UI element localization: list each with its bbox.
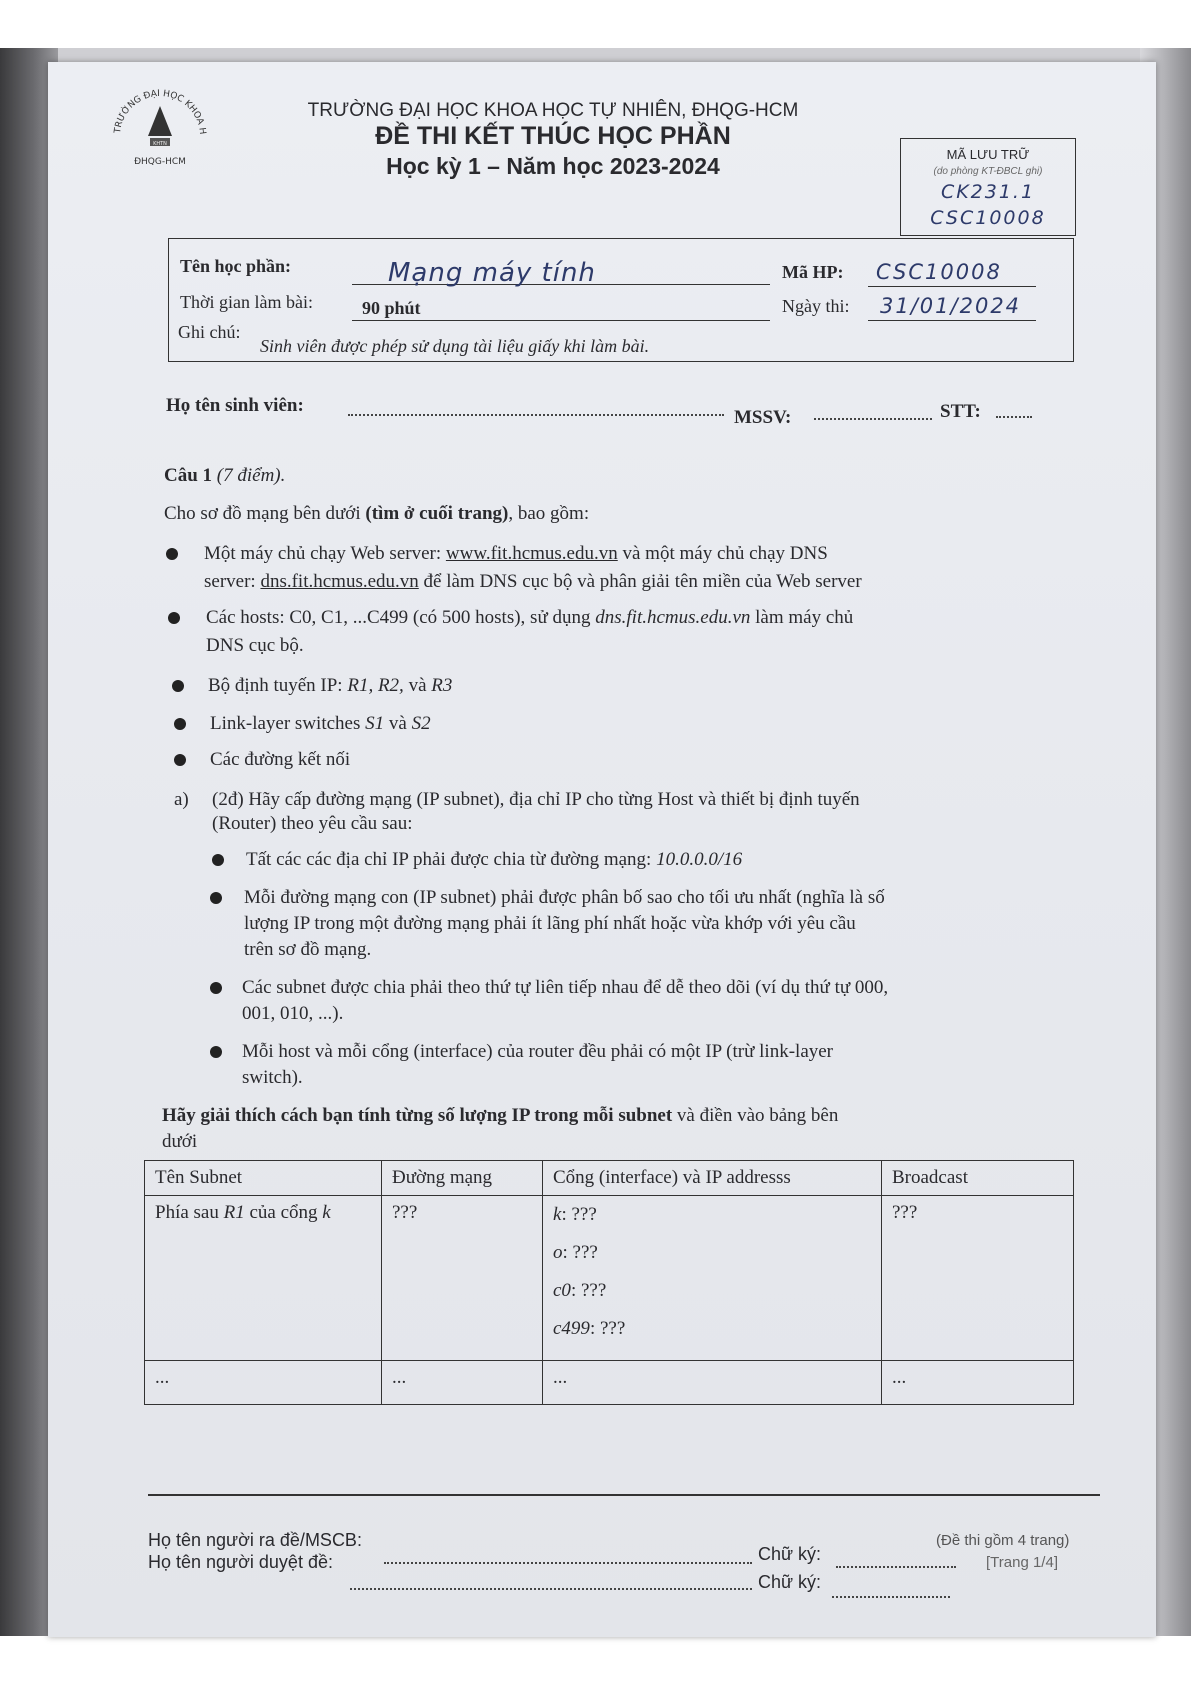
question-title <box>164 464 285 488</box>
archive-code-1: CK231.1 <box>940 181 1036 203</box>
student-name-dots <box>348 414 724 416</box>
cell-subnet-name: Phía sau R1 của cổng k <box>145 1196 382 1361</box>
item-routers: Bộ định tuyến IP: R1, R2, và R3 <box>208 675 453 696</box>
cell-interfaces <box>543 1196 882 1361</box>
interface-entry: c499: ??? <box>553 1318 626 1339</box>
course-code-label: Mã HP: <box>782 262 844 282</box>
bullet-icon <box>210 982 222 994</box>
cell-ellipsis: ... <box>382 1361 543 1405</box>
approver-label: Họ tên người duyệt đề: <box>148 1552 333 1572</box>
cell-broadcast: ??? <box>882 1196 1074 1361</box>
subnet-table <box>144 1160 1074 1405</box>
archive-title: MÃ LƯU TRỮ <box>946 147 1030 162</box>
author-sign-label: Chữ ký: <box>758 1544 822 1564</box>
author-dots <box>384 1562 752 1564</box>
approver-sign-label: Chữ ký: <box>758 1572 822 1592</box>
item-links: Các đường kết nối <box>210 749 351 770</box>
cell-ellipsis: ... <box>543 1361 882 1405</box>
course-code-underline <box>868 286 1036 287</box>
item-switches: Link-layer switches S1 và S2 <box>210 713 431 734</box>
logo-bottom-text: ĐHQG-HCM <box>134 157 186 167</box>
note-label: Ghi chú: <box>178 322 241 342</box>
svg-text:KHTN: KHTN <box>153 141 167 147</box>
cell-ellipsis: ... <box>882 1361 1074 1405</box>
question-points: (7 điểm). <box>216 465 286 486</box>
course-value: Mạng máy tính <box>388 258 596 288</box>
bullet-icon <box>212 854 224 866</box>
explain-instruction-line2: dưới <box>162 1131 198 1152</box>
bullet-icon <box>166 548 178 560</box>
archive-code-box <box>900 138 1076 236</box>
part-a-line1: (2đ) Hãy cấp đường mạng (IP subnet), địa chỉ IP cho từng Host và thiết bị định tuyến <box>212 789 860 810</box>
exam-date-value: 31/01/2024 <box>880 294 1022 318</box>
table-header-row <box>145 1161 1074 1196</box>
approver-dots <box>350 1588 752 1590</box>
university-name: TRƯỜNG ĐẠI HỌC KHOA HỌC TỰ NHIÊN, ĐHQG-HCM <box>307 100 799 121</box>
web-server-url: www.fit.hcmus.edu.vn <box>445 543 618 564</box>
question-intro <box>164 502 589 526</box>
item-hosts-line1: Các hosts: C0, C1, ...C499 (có 500 hosts), sử dụng dns.fit.hcmus.edu.vn làm máy chủ <box>206 607 854 628</box>
bullet-icon <box>174 754 186 766</box>
cell-ellipsis: ... <box>145 1361 382 1405</box>
page-number: [Trang 1/4] <box>986 1554 1058 1571</box>
page-count-note: (Đề thi gồm 4 trang) <box>936 1532 1070 1549</box>
student-id-dots <box>814 418 932 420</box>
university-logo <box>100 78 220 188</box>
archive-code-2: CSC10008 <box>930 207 1046 229</box>
bottom-margin <box>0 1636 1191 1684</box>
student-id-label: MSSV: <box>734 407 792 428</box>
logo-ring-text: TRƯỜNG ĐẠI HỌC KHOA H <box>113 88 208 135</box>
item-web-server-line2: server: dns.fit.hcmus.edu.vn để làm DNS cục bộ và phân giải tên miền của Web server <box>204 571 862 592</box>
req-order-line1: Các subnet được chia phải theo thứ tự liên tiếp nhau để dễ theo dõi (ví dụ thứ tự 000, <box>242 977 889 998</box>
interface-entry: c0: ??? <box>553 1280 607 1301</box>
table-row <box>145 1196 1074 1361</box>
interface-entry: o: ??? <box>553 1242 598 1263</box>
intro-rest: , bao gồm: <box>508 503 590 524</box>
req-optimal-line1: Mỗi đường mạng con (IP subnet) phải được phân bố sao cho tối ưu nhất (nghĩa là số <box>244 887 885 908</box>
bullet-icon <box>174 718 186 730</box>
header-network: Đường mạng <box>382 1161 543 1196</box>
header-subnet-name: Tên Subnet <box>145 1161 382 1196</box>
exam-date-underline <box>868 320 1036 321</box>
stt-label: STT: <box>940 401 981 422</box>
footer-divider <box>148 1494 1100 1496</box>
university-seal-icon <box>100 78 220 188</box>
course-label: Tên học phần: <box>180 256 292 276</box>
exam-title: ĐỀ THI KẾT THÚC HỌC PHẦN <box>375 122 731 150</box>
interface-entry: k: ??? <box>553 1204 597 1225</box>
intro-bold: (tìm ở cuối trang) <box>365 503 509 524</box>
dns-server-url: dns.fit.hcmus.edu.vn <box>260 571 419 592</box>
archive-note: (do phòng KT-ĐBCL ghi) <box>933 166 1043 177</box>
intro-text: Cho sơ đồ mạng bên dưới <box>164 503 361 524</box>
header-interfaces: Cổng (interface) và IP addresss <box>543 1161 882 1196</box>
part-a-marker: a) <box>174 789 189 810</box>
req-optimal-line2: lượng IP trong một đường mạng phải ít lãng phí nhất hoặc vừa khớp với yêu cầu <box>244 913 856 934</box>
req-interface-line1: Mỗi host và mỗi cổng (interface) của router đều phải có một IP (trừ link-layer <box>242 1041 834 1062</box>
bullet-icon <box>210 892 222 904</box>
time-underline <box>352 320 770 321</box>
student-name-label: Họ tên sinh viên: <box>166 395 304 416</box>
bullet-icon <box>168 612 180 624</box>
question-number: Câu 1 <box>164 465 213 486</box>
exam-date-label: Ngày thi: <box>782 296 850 316</box>
explain-instruction: Hãy giải thích cách bạn tính từng số lượng IP trong mỗi subnet và điền vào bảng bên <box>162 1105 839 1126</box>
top-margin <box>0 0 1191 48</box>
author-sign-dots <box>836 1566 956 1568</box>
req-order-line2: 001, 010, ...). <box>242 1003 344 1024</box>
req-interface-line2: switch). <box>242 1067 303 1088</box>
approver-sign-dots <box>832 1596 950 1598</box>
cell-network: ??? <box>382 1196 543 1361</box>
req-optimal-line3: trên sơ đồ mạng. <box>244 939 372 960</box>
bullet-icon <box>172 680 184 692</box>
header-broadcast: Broadcast <box>882 1161 1074 1196</box>
req-ip-range: Tất các các địa chỉ IP phải được chia từ đường mạng: 10.0.0.0/16 <box>246 849 743 870</box>
table-row <box>145 1361 1074 1405</box>
note-value: Sinh viên được phép sử dụng tài liệu giấy khi làm bài. <box>260 336 650 356</box>
part-a-line2: (Router) theo yêu cầu sau: <box>212 813 413 834</box>
bullet-icon <box>210 1046 222 1058</box>
author-label: Họ tên người ra đề/MSCB: <box>148 1530 362 1550</box>
item-web-server-line1: Một máy chủ chạy Web server: www.fit.hcmus.edu.vn và một máy chủ chạy DNS <box>204 543 828 564</box>
stt-dots <box>996 416 1032 418</box>
time-label: Thời gian làm bài: <box>180 292 313 312</box>
exam-term: Học kỳ 1 – Năm học 2023-2024 <box>386 153 720 179</box>
course-code-value: CSC10008 <box>876 260 1002 284</box>
time-value: 90 phút <box>362 298 421 318</box>
item-hosts-line2: DNS cục bộ. <box>206 635 304 656</box>
